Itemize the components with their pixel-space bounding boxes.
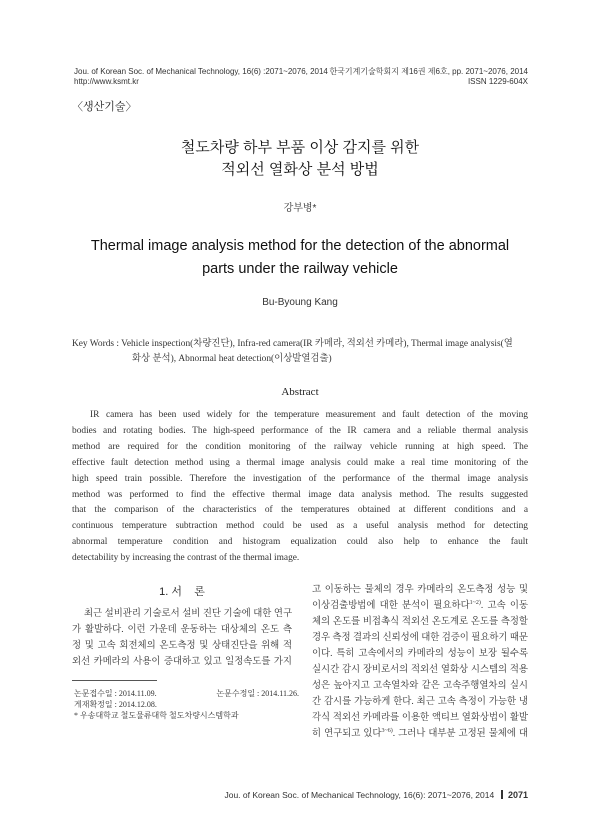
journal-citation-ko: 한국기계기술학회지 제16권 제6호, pp. 2071~2076, 2014: [329, 67, 528, 76]
author-ko: 강부병*: [283, 203, 317, 214]
page-number: 2071: [507, 790, 528, 800]
title-ko-line-2: 적외선 열화상 분석 방법: [221, 161, 379, 178]
journal-citation-en: Jou. of Korean Soc. of Mechanical Technology, 16(6) :2071~2076, 2014: [74, 67, 328, 76]
category-label: 〈생산기술〉: [72, 101, 137, 113]
abstract-line-8: continuous temperature subtraction method could be used as a useful analysis method for detecting: [72, 521, 528, 532]
intro-right-line-3: 체의 온도를 비접촉식 적외선 온도계로 온도를 측정할: [312, 617, 528, 627]
abstract-line-2: bodies and rotating bodies. The high-speed performance of the IR camera and a reliable thermal analysis: [72, 425, 528, 436]
footnote-block: [74, 688, 299, 721]
intro-right-line-6: 실시간 감시 장비로서의 적외선 열화상 시스템의 적용: [312, 665, 528, 675]
intro-left-column: [72, 606, 292, 670]
abstract-line-5: high speed train possible. Therefore the investigation of the performance of the thermal image analysis: [72, 473, 528, 484]
intro-right-line-5: 이다. 특히 고속에서의 카메라의 성능이 보장 될수록: [312, 649, 528, 659]
citation-ref-1: 1~2): [469, 599, 481, 606]
intro-left-line-4: 외선 카메라의 사용이 증대하고 있고 일정속도를 가지: [72, 657, 292, 667]
abstract-body: [72, 408, 528, 567]
accepted-date: 게재확정일 : 2014.12.08.: [74, 700, 157, 709]
keywords-block: [72, 337, 513, 367]
intro-left-line-2: 가 활발하다. 이런 가운데 운동하는 대상체의 온도 측: [72, 625, 292, 635]
intro-right-line-8: 간 감시를 가능하게 한다. 최근 고속 측정이 가능한 냉: [312, 697, 528, 707]
abstract-line-10: detectability by increasing the contrast of the thermal image.: [72, 553, 300, 564]
keywords-label: Key Words :: [72, 339, 119, 349]
intro-right-column: [312, 582, 528, 742]
footnote-divider: [72, 680, 157, 681]
intro-right-line-10: 히 연구되고 있다$^{3\sim 6)}$. 그러나 대부분 고정된 물체에 대: [312, 727, 529, 739]
abstract-line-1: IR camera has been used widely for the temperature measurement and fault detection of the moving: [90, 410, 528, 420]
received-date: 논문접수일 : 2014.11.09.: [74, 689, 157, 698]
journal-url: http://www.ksmt.kr: [74, 77, 139, 86]
title-ko: [0, 137, 600, 181]
abstract-line-7: that the comparison of the characteristics of the temperatures obtained at different conditions and a: [72, 505, 528, 516]
intro-right-line-4: 경우 측정 결과의 신뢰성에 대한 검증이 필요하기 때문: [312, 633, 528, 643]
section-heading-introduction: 1. 서 론: [159, 586, 205, 598]
abstract-heading: Abstract: [281, 386, 319, 398]
footer-divider: [501, 790, 503, 799]
issn: ISSN 1229-604X: [467, 77, 528, 86]
keywords-line-1: Vehicle inspection(차량진단), Infra-red camera(IR 카메라, 적외선 카메라), Thermal image analysis(열: [121, 339, 513, 349]
title-en-line-1: Thermal image analysis method for the detection of the abnormal: [90, 238, 510, 254]
author-affiliation: * 우송대학교 철도물류대학 철도차량시스템학과: [74, 711, 239, 720]
footer-citation: Jou. of Korean Soc. of Mechanical Technology, 16(6): 2071~2076, 2014: [224, 790, 495, 800]
keywords-line-2: 화상 분석), Abnormal heat detection(이상발열검출): [132, 354, 332, 364]
page-footer: [224, 790, 528, 800]
abstract-line-3: method are required for the condition monitoring of the railway vehicle running at high speed. The: [72, 441, 528, 452]
title-en-line-2: parts under the railway vehicle: [202, 261, 398, 277]
intro-right-line-7: 성은 높아지고 고속열차와 같은 고속주행열차의 실시: [312, 681, 528, 691]
intro-left-line-1: 최근 설비관리 기술로서 설비 진단 기술에 대한 연구: [84, 609, 292, 619]
intro-right-line-2: 이상검출방법에 대한 분석이 필요하다$^{1\sim 2)}$. 고속 이동: [312, 599, 528, 611]
title-ko-line-1: 철도차량 하부 부품 이상 감지를 위한: [180, 139, 420, 156]
title-en: [0, 235, 600, 281]
author-en: Bu-Byoung Kang: [262, 297, 338, 308]
abstract-line-9: abnormal temperature condition and histogram equalization could also help to enhance the fault: [72, 537, 528, 548]
abstract-line-4: effective fault detection method using a thermal image analysis could make a real time monitoring of the: [72, 457, 528, 468]
intro-left-line-3: 정 및 고속 회전체의 온도측정 및 상태진단을 위해 적: [72, 641, 292, 651]
intro-right-line-9: 각식 적외선 카메라를 이용한 액티브 열화상법이 활발: [312, 713, 528, 723]
revised-date: 논문수정일 : 2014.11.26.: [216, 689, 299, 698]
abstract-line-6: method was performed to find the effective thermal image data analysis method. The results suggested: [72, 489, 528, 500]
intro-right-line-1: 고 이동하는 물체의 경우 카메라의 온도측정 성능 및: [312, 585, 528, 595]
citation-ref-2: 3~6): [381, 727, 393, 734]
